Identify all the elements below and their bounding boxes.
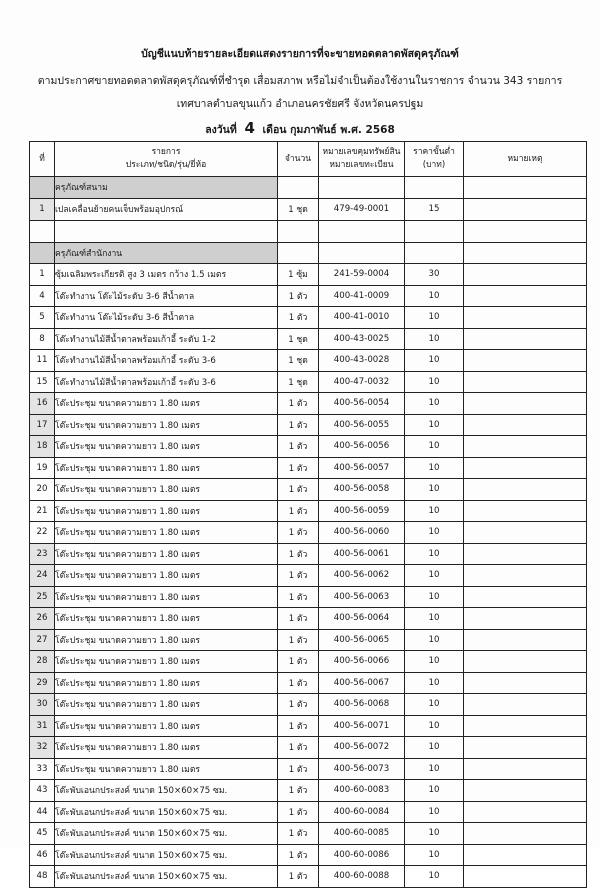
row-qty: 1 ตัว (278, 629, 319, 651)
row-qty: 1 ตัว (278, 651, 319, 673)
table-row (30, 264, 587, 286)
row-item-name: ซุ้มเฉลิมพระเกียรติ สูง 3 เมตร กว้าง 1.5 เมตร (55, 264, 278, 286)
row-item-name: โต๊ะทำงาน โต๊ะไม้ระดับ 3-6 สีน้ำตาล (55, 307, 278, 329)
row-qty: 1 ตัว (278, 823, 319, 845)
row-note (464, 694, 587, 716)
table-row (30, 393, 587, 415)
row-note (464, 672, 587, 694)
row-asset-code: 400-41-0010 (319, 307, 405, 329)
date-prefix: ลงวันที่ (205, 124, 237, 136)
section-blank-cell (464, 177, 587, 199)
row-no: 22 (30, 522, 55, 544)
row-min-price: 10 (405, 758, 464, 780)
table-row (30, 694, 587, 716)
row-item-name: เปลเคลื่อนย้ายคนเจ็บพร้อมอุปกรณ์ (55, 198, 278, 221)
row-asset-code: 400-60-0083 (319, 780, 405, 802)
row-no: 29 (30, 672, 55, 694)
row-asset-code: 400-56-0066 (319, 651, 405, 673)
row-min-price: 10 (405, 629, 464, 651)
row-note (464, 479, 587, 501)
row-asset-code: 400-43-0025 (319, 328, 405, 350)
row-min-price: 10 (405, 866, 464, 888)
row-note (464, 543, 587, 565)
row-asset-code: 400-56-0067 (319, 672, 405, 694)
date-day: 4 (244, 119, 255, 137)
table-row (30, 285, 587, 307)
row-min-price: 10 (405, 586, 464, 608)
row-no: 4 (30, 285, 55, 307)
row-qty: 1 ตัว (278, 457, 319, 479)
row-note (464, 500, 587, 522)
row-asset-code: 400-56-0072 (319, 737, 405, 759)
col-header-code (319, 142, 405, 177)
section-header-row (30, 177, 587, 199)
row-item-name: โต๊ะพับเอนกประสงค์ ขนาด 150×60×75 ซม. (55, 866, 278, 888)
table-row (30, 844, 587, 866)
row-qty: 1 ตัว (278, 414, 319, 436)
section-title: ครุภัณฑ์สนาม (55, 177, 278, 199)
row-note (464, 264, 587, 286)
row-no: 24 (30, 565, 55, 587)
row-asset-code: 400-56-0056 (319, 436, 405, 458)
row-no: 25 (30, 586, 55, 608)
col-header-price-line2: (บาท) (422, 160, 446, 170)
col-header-code-line2: หมายเลขทะเบียน (329, 160, 394, 170)
row-note (464, 608, 587, 630)
table-row (30, 500, 587, 522)
row-item-name: โต๊ะประชุม ขนาดความยาว 1.80 เมตร (55, 694, 278, 716)
col-header-note: หมายเหตุ (464, 142, 587, 177)
row-qty: 1 ชุด (278, 350, 319, 372)
spacer-row (30, 221, 587, 243)
section-blank-cell (405, 177, 464, 199)
row-min-price: 10 (405, 414, 464, 436)
row-item-name: โต๊ะพับเอนกประสงค์ ขนาด 150×60×75 ซม. (55, 801, 278, 823)
row-item-name: โต๊ะประชุม ขนาดความยาว 1.80 เมตร (55, 629, 278, 651)
row-note (464, 629, 587, 651)
row-item-name: โต๊ะประชุม ขนาดความยาว 1.80 เมตร (55, 737, 278, 759)
row-qty: 1 ตัว (278, 608, 319, 630)
row-note (464, 285, 587, 307)
row-min-price: 10 (405, 500, 464, 522)
row-asset-code: 400-56-0073 (319, 758, 405, 780)
row-item-name: โต๊ะประชุม ขนาดความยาว 1.80 เมตร (55, 457, 278, 479)
row-min-price: 10 (405, 844, 464, 866)
row-note (464, 823, 587, 845)
row-min-price: 10 (405, 801, 464, 823)
row-min-price: 10 (405, 672, 464, 694)
row-item-name: โต๊ะประชุม ขนาดความยาว 1.80 เมตร (55, 522, 278, 544)
row-note (464, 350, 587, 372)
row-asset-code: 400-56-0065 (319, 629, 405, 651)
row-min-price: 10 (405, 737, 464, 759)
row-item-name: โต๊ะประชุม ขนาดความยาว 1.80 เมตร (55, 543, 278, 565)
row-min-price: 10 (405, 457, 464, 479)
row-qty: 1 ตัว (278, 436, 319, 458)
row-note (464, 371, 587, 393)
row-no: 19 (30, 457, 55, 479)
row-min-price: 10 (405, 565, 464, 587)
row-note (464, 586, 587, 608)
asset-table (29, 141, 587, 888)
row-no: 33 (30, 758, 55, 780)
row-note (464, 780, 587, 802)
table-row (30, 629, 587, 651)
row-asset-code: 241-59-0004 (319, 264, 405, 286)
row-asset-code: 479-49-0001 (319, 198, 405, 221)
row-min-price: 30 (405, 264, 464, 286)
row-asset-code: 400-56-0063 (319, 586, 405, 608)
row-asset-code: 400-43-0028 (319, 350, 405, 372)
row-min-price: 10 (405, 393, 464, 415)
blank-cell (464, 221, 587, 243)
row-no: 31 (30, 715, 55, 737)
row-asset-code: 400-56-0064 (319, 608, 405, 630)
row-item-name: โต๊ะประชุม ขนาดความยาว 1.80 เมตร (55, 608, 278, 630)
row-item-name: โต๊ะประชุม ขนาดความยาว 1.80 เมตร (55, 672, 278, 694)
row-asset-code: 400-56-0059 (319, 500, 405, 522)
row-qty: 1 ตัว (278, 543, 319, 565)
row-no: 46 (30, 844, 55, 866)
row-note (464, 307, 587, 329)
section-blank-cell (278, 242, 319, 264)
col-header-price-line1: ราคาขั้นต่ำ (413, 147, 455, 157)
row-min-price: 10 (405, 436, 464, 458)
row-no: 17 (30, 414, 55, 436)
table-row (30, 586, 587, 608)
row-qty: 1 ตัว (278, 565, 319, 587)
row-no: 28 (30, 651, 55, 673)
row-asset-code: 400-47-0032 (319, 371, 405, 393)
row-item-name: โต๊ะประชุม ขนาดความยาว 1.80 เมตร (55, 586, 278, 608)
row-item-name: โต๊ะประชุม ขนาดความยาว 1.80 เมตร (55, 479, 278, 501)
table-row (30, 715, 587, 737)
row-note (464, 522, 587, 544)
table-row (30, 414, 587, 436)
row-no: 11 (30, 350, 55, 372)
section-blank-cell (319, 177, 405, 199)
table-row (30, 801, 587, 823)
table-header-row (30, 142, 587, 177)
row-min-price: 10 (405, 371, 464, 393)
section-blank-cell (278, 177, 319, 199)
col-header-item-line1: รายการ (151, 147, 181, 157)
row-asset-code: 400-60-0086 (319, 844, 405, 866)
organization-line: เทศบาลตำบลขุนแก้ว อำเภอนครชัยศรี จังหวัดนครปฐม (176, 98, 424, 110)
row-min-price: 10 (405, 522, 464, 544)
table-row (30, 737, 587, 759)
row-qty: 1 ตัว (278, 715, 319, 737)
blank-cell (319, 221, 405, 243)
row-asset-code: 400-56-0055 (319, 414, 405, 436)
col-header-no: ที่ (30, 142, 55, 177)
row-min-price: 10 (405, 350, 464, 372)
row-no: 5 (30, 307, 55, 329)
row-item-name: โต๊ะพับเอนกประสงค์ ขนาด 150×60×75 ซม. (55, 823, 278, 845)
table-row (30, 823, 587, 845)
row-no: 1 (30, 264, 55, 286)
row-asset-code: 400-56-0060 (319, 522, 405, 544)
row-qty: 1 ตัว (278, 586, 319, 608)
row-no: 48 (30, 866, 55, 888)
row-note (464, 844, 587, 866)
row-note (464, 198, 587, 221)
table-row (30, 522, 587, 544)
row-min-price: 10 (405, 823, 464, 845)
row-asset-code: 400-60-0088 (319, 866, 405, 888)
table-row (30, 457, 587, 479)
row-no: 21 (30, 500, 55, 522)
row-no: 45 (30, 823, 55, 845)
blank-cell (278, 221, 319, 243)
row-item-name: โต๊ะประชุม ขนาดความยาว 1.80 เมตร (55, 758, 278, 780)
row-no: 18 (30, 436, 55, 458)
row-note (464, 651, 587, 673)
row-note (464, 866, 587, 888)
table-row (30, 608, 587, 630)
row-qty: 1 ชุด (278, 328, 319, 350)
row-asset-code: 400-56-0062 (319, 565, 405, 587)
row-no: 26 (30, 608, 55, 630)
row-qty: 1 ชุด (278, 198, 319, 221)
date-line (20, 118, 580, 140)
table-body (30, 177, 587, 888)
section-blank-cell (319, 242, 405, 264)
table-row (30, 307, 587, 329)
row-note (464, 436, 587, 458)
row-no: 30 (30, 694, 55, 716)
row-min-price: 10 (405, 479, 464, 501)
row-note (464, 565, 587, 587)
row-no: 23 (30, 543, 55, 565)
col-header-code-line1: หมายเลขคุมทรัพย์สิน (322, 147, 401, 157)
row-qty: 1 ตัว (278, 801, 319, 823)
row-note (464, 801, 587, 823)
row-item-name: โต๊ะประชุม ขนาดความยาว 1.80 เมตร (55, 565, 278, 587)
row-min-price: 15 (405, 198, 464, 221)
row-asset-code: 400-56-0068 (319, 694, 405, 716)
col-header-qty: จำนวน (278, 142, 319, 177)
row-note (464, 758, 587, 780)
row-item-name: โต๊ะประชุม ขนาดความยาว 1.80 เมตร (55, 393, 278, 415)
row-no: 15 (30, 371, 55, 393)
row-no: 1 (30, 198, 55, 221)
document-title: บัญชีแนบท้ายรายละเอียดแสดงรายการที่จะขายทอดตลาดพัสดุครุภัณฑ์ (141, 48, 459, 60)
row-item-name: โต๊ะทำงานไม้สีน้ำตาลพร้อมเก้าอี้ ระดับ 3-6 (55, 350, 278, 372)
row-qty: 1 ตัว (278, 500, 319, 522)
section-blank-cell (464, 242, 587, 264)
row-no: 44 (30, 801, 55, 823)
row-min-price: 10 (405, 608, 464, 630)
row-qty: 1 ตัว (278, 780, 319, 802)
row-asset-code: 400-60-0084 (319, 801, 405, 823)
table-row (30, 436, 587, 458)
table-row (30, 479, 587, 501)
row-no: 32 (30, 737, 55, 759)
row-item-name: โต๊ะประชุม ขนาดความยาว 1.80 เมตร (55, 500, 278, 522)
section-no-cell (30, 242, 55, 264)
row-min-price: 10 (405, 328, 464, 350)
row-item-name: โต๊ะพับเอนกประสงค์ ขนาด 150×60×75 ซม. (55, 780, 278, 802)
row-min-price: 10 (405, 651, 464, 673)
section-no-cell (30, 177, 55, 199)
row-qty: 1 ตัว (278, 737, 319, 759)
row-min-price: 10 (405, 543, 464, 565)
row-no: 8 (30, 328, 55, 350)
table-row (30, 350, 587, 372)
row-min-price: 10 (405, 285, 464, 307)
col-header-item (55, 142, 278, 177)
row-asset-code: 400-41-0009 (319, 285, 405, 307)
col-header-price (405, 142, 464, 177)
section-blank-cell (405, 242, 464, 264)
row-qty: 1 ตัว (278, 694, 319, 716)
table-row (30, 866, 587, 888)
row-note (464, 393, 587, 415)
row-min-price: 10 (405, 694, 464, 716)
table-row (30, 371, 587, 393)
row-no: 27 (30, 629, 55, 651)
table-row (30, 328, 587, 350)
date-suffix: เดือน กุมภาพันธ์ พ.ศ. 2568 (262, 124, 395, 136)
row-item-name: โต๊ะประชุม ขนาดความยาว 1.80 เมตร (55, 436, 278, 458)
row-item-name: โต๊ะประชุม ขนาดความยาว 1.80 เมตร (55, 651, 278, 673)
row-no: 16 (30, 393, 55, 415)
row-asset-code: 400-56-0071 (319, 715, 405, 737)
row-item-name: โต๊ะพับเอนกประสงค์ ขนาด 150×60×75 ซม. (55, 844, 278, 866)
row-qty: 1 ตัว (278, 672, 319, 694)
table-row (30, 758, 587, 780)
row-qty: 1 ชุด (278, 371, 319, 393)
table-row (30, 565, 587, 587)
row-qty: 1 ตัว (278, 866, 319, 888)
row-note (464, 414, 587, 436)
row-qty: 1 ตัว (278, 393, 319, 415)
row-note (464, 457, 587, 479)
announcement-line: ตามประกาศขายทอดตลาดพัสดุครุภัณฑ์ที่ชำรุด เสื่อมสภาพ หรือไม่จำเป็นต้องใช้งานในราชการ จำนวน 343 รายการ (37, 75, 563, 87)
section-title: ครุภัณฑ์สำนักงาน (55, 242, 278, 264)
row-min-price: 10 (405, 715, 464, 737)
blank-cell (405, 221, 464, 243)
row-qty: 1 ตัว (278, 758, 319, 780)
section-header-row (30, 242, 587, 264)
row-asset-code: 400-60-0085 (319, 823, 405, 845)
table-row (30, 672, 587, 694)
table-row (30, 543, 587, 565)
row-item-name: โต๊ะทำงานไม้สีน้ำตาลพร้อมเก้าอี้ ระดับ 3-6 (55, 371, 278, 393)
row-note (464, 328, 587, 350)
table-row (30, 198, 587, 221)
col-header-item-line2: ประเภท/ชนิด/รุ่น/ยี่ห้อ (125, 160, 207, 170)
row-min-price: 10 (405, 780, 464, 802)
row-item-name: โต๊ะประชุม ขนาดความยาว 1.80 เมตร (55, 414, 278, 436)
row-qty: 1 ตัว (278, 479, 319, 501)
row-item-name: โต๊ะทำงาน โต๊ะไม้ระดับ 3-6 สีน้ำตาล (55, 285, 278, 307)
row-note (464, 715, 587, 737)
row-item-name: โต๊ะประชุม ขนาดความยาว 1.80 เมตร (55, 715, 278, 737)
row-note (464, 737, 587, 759)
row-min-price: 10 (405, 307, 464, 329)
row-qty: 1 ตัว (278, 844, 319, 866)
row-asset-code: 400-56-0061 (319, 543, 405, 565)
row-asset-code: 400-56-0058 (319, 479, 405, 501)
row-item-name: โต๊ะทำงานไม้สีน้ำตาลพร้อมเก้าอี้ ระดับ 1-2 (55, 328, 278, 350)
table-row (30, 651, 587, 673)
row-no: 20 (30, 479, 55, 501)
row-qty: 1 ตัว (278, 285, 319, 307)
row-no: 43 (30, 780, 55, 802)
row-asset-code: 400-56-0057 (319, 457, 405, 479)
row-qty: 1 ตัว (278, 307, 319, 329)
row-qty: 1 ตัว (278, 522, 319, 544)
row-qty: 1 ซุ้ม (278, 264, 319, 286)
blank-cell (30, 221, 55, 243)
blank-cell (55, 221, 278, 243)
table-row (30, 780, 587, 802)
row-asset-code: 400-56-0054 (319, 393, 405, 415)
